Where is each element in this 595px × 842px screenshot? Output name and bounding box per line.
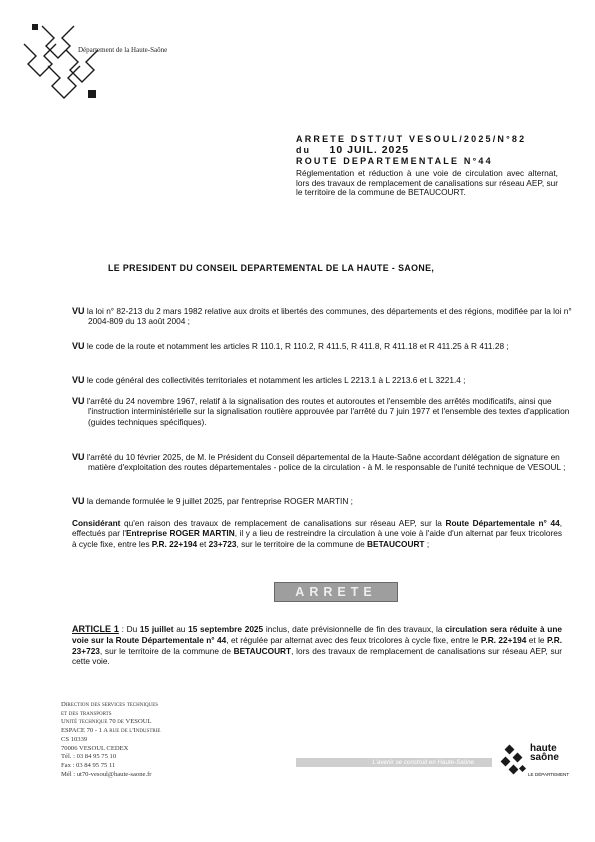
du-label: du: [296, 145, 311, 155]
considerant-commune: BETAUCOURT: [367, 538, 425, 549]
article-text: , sur le territoire de la commune de: [99, 645, 234, 656]
article-text: inclus, date prévisionnelle de fin des travaux, la: [263, 624, 446, 634]
vu-text: le code général des collectivités territoriales et notamment les articles L 2213.1 à L 2213.6 et L 3221.4 ;: [86, 375, 466, 385]
vu-label: VU: [72, 375, 85, 385]
article-text: , et régulée par alternat avec des feux tricolores à cycle fixe, entre le: [226, 634, 481, 645]
vu-label: VU: [72, 341, 85, 351]
article-text: , lors des travaux de remplacement de canalisations sur réseau AEP, sur cette voie.: [72, 645, 562, 667]
haute-saone-logo: [500, 742, 580, 782]
vu-text: le code de la route et notamment les articles R 110.1, R 110.2, R 411.5, R 411.8, R 411.18 et R 411.25 à R 411.28 ;: [86, 341, 509, 351]
considerant-company: Entreprise ROGER MARTIN: [125, 528, 235, 539]
footer-unit: Unité technique 70 de VESOUL: [61, 718, 152, 726]
department-label: Département de la Haute-Saône: [78, 46, 168, 54]
brand-line2: saône: [530, 752, 559, 763]
arrete-title-box: [274, 582, 398, 602]
arrete-title: ARRETE: [295, 585, 377, 599]
vu-label: VU: [72, 452, 85, 462]
considerant-text: et: [197, 538, 209, 549]
article-text: et le: [526, 634, 547, 645]
president-heading: LE PRESIDENT DU CONSEIL DEPARTEMENTAL DE LA HAUTE - SAONE,: [108, 263, 435, 273]
footer-phone: Tél. : 03 84 95 75 10: [61, 753, 117, 761]
department-logo: [18, 20, 100, 102]
footer-direction-2: et des transports: [61, 709, 112, 717]
footer-direction: Direction des services techniques: [61, 701, 159, 708]
vu-label: VU: [72, 306, 85, 316]
considerant-text: , sur le territoire de la commune de: [236, 538, 368, 549]
article-date-end: 15 septembre 2025: [188, 624, 264, 634]
article-text: : Du: [118, 624, 140, 634]
considerant-route: Route Départementale n° 44: [445, 518, 560, 528]
arrete-date-stamp: 10 JUIL. 2025: [329, 144, 410, 156]
footer-street: ESPACE 70 - 1 A rue de l'Industrie: [61, 727, 161, 735]
footer-city: 70006 VESOUL CEDEX: [61, 744, 129, 752]
footer-fax: Fax : 03 84 95 75 11: [61, 761, 116, 769]
considerant-text: , il y a lieu de restreindre la circulation à une voie à l'aide d'un alternat par feux tricolores à cycle fixe, entre les: [72, 528, 562, 549]
footer-email: Mél : ut70-vesoul@haute-saone.fr: [61, 770, 152, 778]
article-commune: BETAUCOURT: [233, 645, 292, 656]
considerant-text: qu'en raison des travaux de remplacement de canalisations sur réseau AEP, sur la: [120, 518, 446, 528]
footer-address: [61, 701, 231, 779]
slogan-banner: [296, 758, 492, 767]
route-title: ROUTE DEPARTEMENTALE N°44: [296, 156, 493, 166]
footer-cs: CS 10339: [61, 735, 88, 743]
considerant-text: ;: [424, 538, 430, 549]
arrete-number: ARRETE DSTT/UT VESOUL/2025/N°82: [296, 134, 527, 144]
vu-text: la loi n° 82-213 du 2 mars 1982 relative aux droits et libertés des communes, des départements et des régions, modifiée par la loi n° 2004-809 du 13 août 2004 ;: [86, 306, 572, 327]
vu-text: l'arrêté du 10 février 2025, de M. le Président du Conseil départemental de la Haute-Saône accordant délégation de signature en matière d'exploitation des routes départementales - police de la circulation - à M. le responsable de l'unité technique de VESOUL ;: [86, 452, 566, 473]
article-heading: ARTICLE 1: [72, 624, 119, 634]
brand-line3: LE DÉPARTEMENT: [528, 772, 570, 777]
considerant-label: Considérant: [72, 518, 121, 528]
vu-item: [72, 306, 578, 327]
vu-item: [72, 375, 578, 385]
considerant-pr-start: P.R. 22+194: [151, 538, 198, 549]
vu-item: [72, 396, 578, 427]
vu-text: la demande formulée le 9 juillet 2025, par l'entreprise ROGER MARTIN ;: [86, 496, 353, 506]
considerant-paragraph: [72, 518, 562, 549]
vu-item: [72, 452, 578, 473]
article-pr-end: P.R. 23+723: [72, 634, 563, 656]
vu-item: [72, 341, 578, 351]
considerant-pr-end: 23+723: [208, 538, 237, 549]
vu-label: VU: [72, 396, 85, 406]
brand-line1: haute: [530, 743, 557, 754]
article-date-start: 15 juillet: [139, 624, 174, 634]
vu-item: [72, 496, 578, 506]
arrete-date-line: [296, 145, 558, 156]
vu-text: l'arrêté du 24 novembre 1967, relatif à la signalisation des routes et autoroutes et l'ensemble des arrêtés modificatifs, ainsi que l'instruction interministérielle sur la signalisation routière approuvée par l'arrêté du 7 juin 1977 et l'ensemble des textes d'application (guides techniques spécifiques).: [86, 396, 570, 427]
considerant-text: , effectués par l': [72, 518, 562, 539]
article-text: au: [173, 624, 189, 634]
brand-mark-icon: [500, 744, 530, 778]
vu-label: VU: [72, 496, 85, 506]
reference-description: Réglementation et réduction à une voie de circulation avec alternat, lors des travaux de remplacement de canalisations sur réseau AEP, sur le territoire de la commune de BETAUCOURT.: [296, 168, 558, 198]
reference-block: [296, 134, 558, 198]
article-pr-start: P.R. 22+194: [480, 634, 527, 645]
slogan-text: L'avenir se construit en Haute-Saône: [372, 759, 474, 766]
article-circulation: circulation sera réduite à une voie sur la Route Départementale n° 44: [72, 624, 563, 645]
article-1: [72, 624, 562, 667]
